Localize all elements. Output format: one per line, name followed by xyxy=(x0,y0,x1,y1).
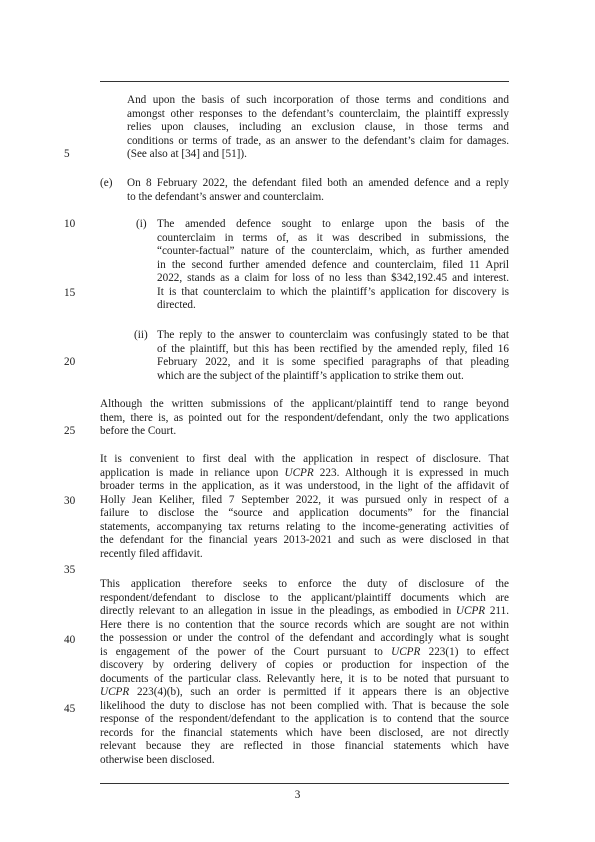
rule-citation: UCPR xyxy=(391,645,421,658)
rule-citation: UCPR xyxy=(455,605,486,617)
text-line: to the defendant’s answer and counterclaim. xyxy=(127,190,324,203)
text-line xyxy=(100,605,509,619)
text-line: likelihood the duty to disclose has not been complied with. That is because the sole xyxy=(100,699,509,712)
continuation-paragraph xyxy=(127,94,509,162)
header-rule xyxy=(100,81,509,82)
line-number-45: 45 xyxy=(64,703,76,715)
text-line: statements, accompanying tax returns relating to the income-generating activities of xyxy=(100,520,509,533)
text-line: recently filed affidavit. xyxy=(100,547,203,560)
text-line: discovery by ordering delivery of copies or production for inspection of the xyxy=(100,659,509,671)
text-fragment: is engagement of the power of the Court pursuant to xyxy=(100,645,392,658)
line-number-30: 30 xyxy=(64,495,76,507)
line-number-25: 25 xyxy=(64,425,76,437)
paragraph-1 xyxy=(100,398,509,439)
text-line: directed. xyxy=(157,299,196,311)
paragraph-2 xyxy=(100,453,509,561)
text-line: broader terms in the application, as it was understood, in the light of the affidavit of xyxy=(100,480,509,492)
text-line: before the Court. xyxy=(100,425,177,437)
line-number-40: 40 xyxy=(64,634,76,646)
text-fragment: 223. Although it is expressed in much xyxy=(313,466,509,479)
text-line xyxy=(100,646,509,660)
text-line: them, there is, as pointed out for the respondent/defendant, only the two applications xyxy=(100,411,509,424)
page-number: 3 xyxy=(294,789,301,801)
item-e-label: (e) xyxy=(100,177,113,189)
paragraph-3 xyxy=(100,578,509,767)
footer-rule xyxy=(100,783,509,784)
text-line: 2022, stands as a claim for loss of no less than $342,192.45 and interest. xyxy=(157,272,509,284)
rule-citation: UCPR xyxy=(284,466,314,479)
text-line: respondent/defendant to disclose to the applicant/plaintiff documents which are xyxy=(100,591,509,604)
text-line: It is convenient to first deal with the application in respect of disclosure. That xyxy=(100,453,509,465)
text-fragment: 211. xyxy=(485,605,510,617)
text-line: in the second further amended defence and counterclaim, filed 11 April xyxy=(157,258,509,271)
text-fragment: application is made in reliance upon xyxy=(100,466,285,479)
text-line: failure to disclose the “source and application documents” for the financial xyxy=(100,507,509,519)
line-number-10: 10 xyxy=(64,218,76,230)
text-line: documents of the particular class. Relevantly here, it is to be noted that pursuant to xyxy=(100,672,509,685)
text-line: response of the respondent/defendant to the application is to contend that the source xyxy=(100,713,509,725)
text-line: Here there is no contention that the source records which are sought are not within xyxy=(100,618,509,631)
text-line: The amended defence sought to enlarge upon the basis of the xyxy=(157,218,509,230)
text-line: relies upon clauses, including an exclusion clause, in those terms and xyxy=(127,121,509,133)
text-line: amongst other responses to the defendant’s counterclaim, the plaintiff expressly xyxy=(127,107,509,120)
item-ii-text xyxy=(157,329,509,383)
text-line: On 8 February 2022, the defendant filed both an amended defence and a reply xyxy=(127,177,509,189)
text-line: This application therefore seeks to enforce the duty of disclosure of the xyxy=(100,578,509,590)
item-i-text xyxy=(157,218,509,313)
text-line: the defendant for the financial years 2013-2021 and such as were disclosed in that xyxy=(100,534,509,546)
text-line xyxy=(100,686,509,700)
text-line: records for the financial statements which have been disclosed, are not directly xyxy=(100,726,509,739)
line-number-35: 35 xyxy=(64,564,76,576)
text-line: otherwise been disclosed. xyxy=(100,753,215,766)
text-line: relevant because they are reflected in those financial statements which have xyxy=(100,740,509,752)
text-fragment: 223(1) to effect xyxy=(420,645,509,658)
text-line: conditions or terms of trade, as an answer to the defendant’s claim for damages. xyxy=(127,134,509,147)
line-number-15: 15 xyxy=(64,287,76,299)
text-line: counterclaim in terms of, as it was described in submissions, the xyxy=(157,231,509,244)
text-fragment: 223(4)(b), such an order is permitted if it appears there is an objective xyxy=(129,686,509,698)
text-line: of the plaintiff, but this has been rectified by the amended reply, filed 16 xyxy=(157,342,509,355)
text-line: Although the written submissions of the applicant/plaintiff tend to range beyond xyxy=(100,398,509,410)
text-line: the possession or under the control of the defendant and accordingly what is sought xyxy=(100,632,509,644)
text-line xyxy=(100,467,509,481)
line-number-5: 5 xyxy=(64,148,70,160)
text-line: which are the subject of the plaintiff’s application to strike them out. xyxy=(157,369,464,382)
text-fragment: directly relevant to an allegation in issue in the pleadings, as embodied in xyxy=(100,605,456,617)
text-line: It is that counterclaim to which the plaintiff’s application for discovery is xyxy=(157,285,509,298)
text-line: “counter-factual” nature of the counterclaim, which, as further amended xyxy=(157,245,509,257)
item-i-label: (i) xyxy=(136,218,147,230)
item-e-text xyxy=(127,177,509,204)
text-line: (See also at [34] and [51]). xyxy=(127,148,247,160)
text-line: February 2022, and it is some specified paragraphs of that pleading xyxy=(157,356,509,368)
line-number-20: 20 xyxy=(64,356,76,368)
text-line: The reply to the answer to counterclaim was confusingly stated to be that xyxy=(157,329,509,341)
item-ii-label: (ii) xyxy=(134,329,148,341)
text-line: Holly Jean Keliher, filed 7 September 2022, it was pursued only in respect of a xyxy=(100,493,509,506)
rule-citation: UCPR xyxy=(100,686,130,698)
text-line: And upon the basis of such incorporation of those terms and conditions and xyxy=(127,94,509,106)
